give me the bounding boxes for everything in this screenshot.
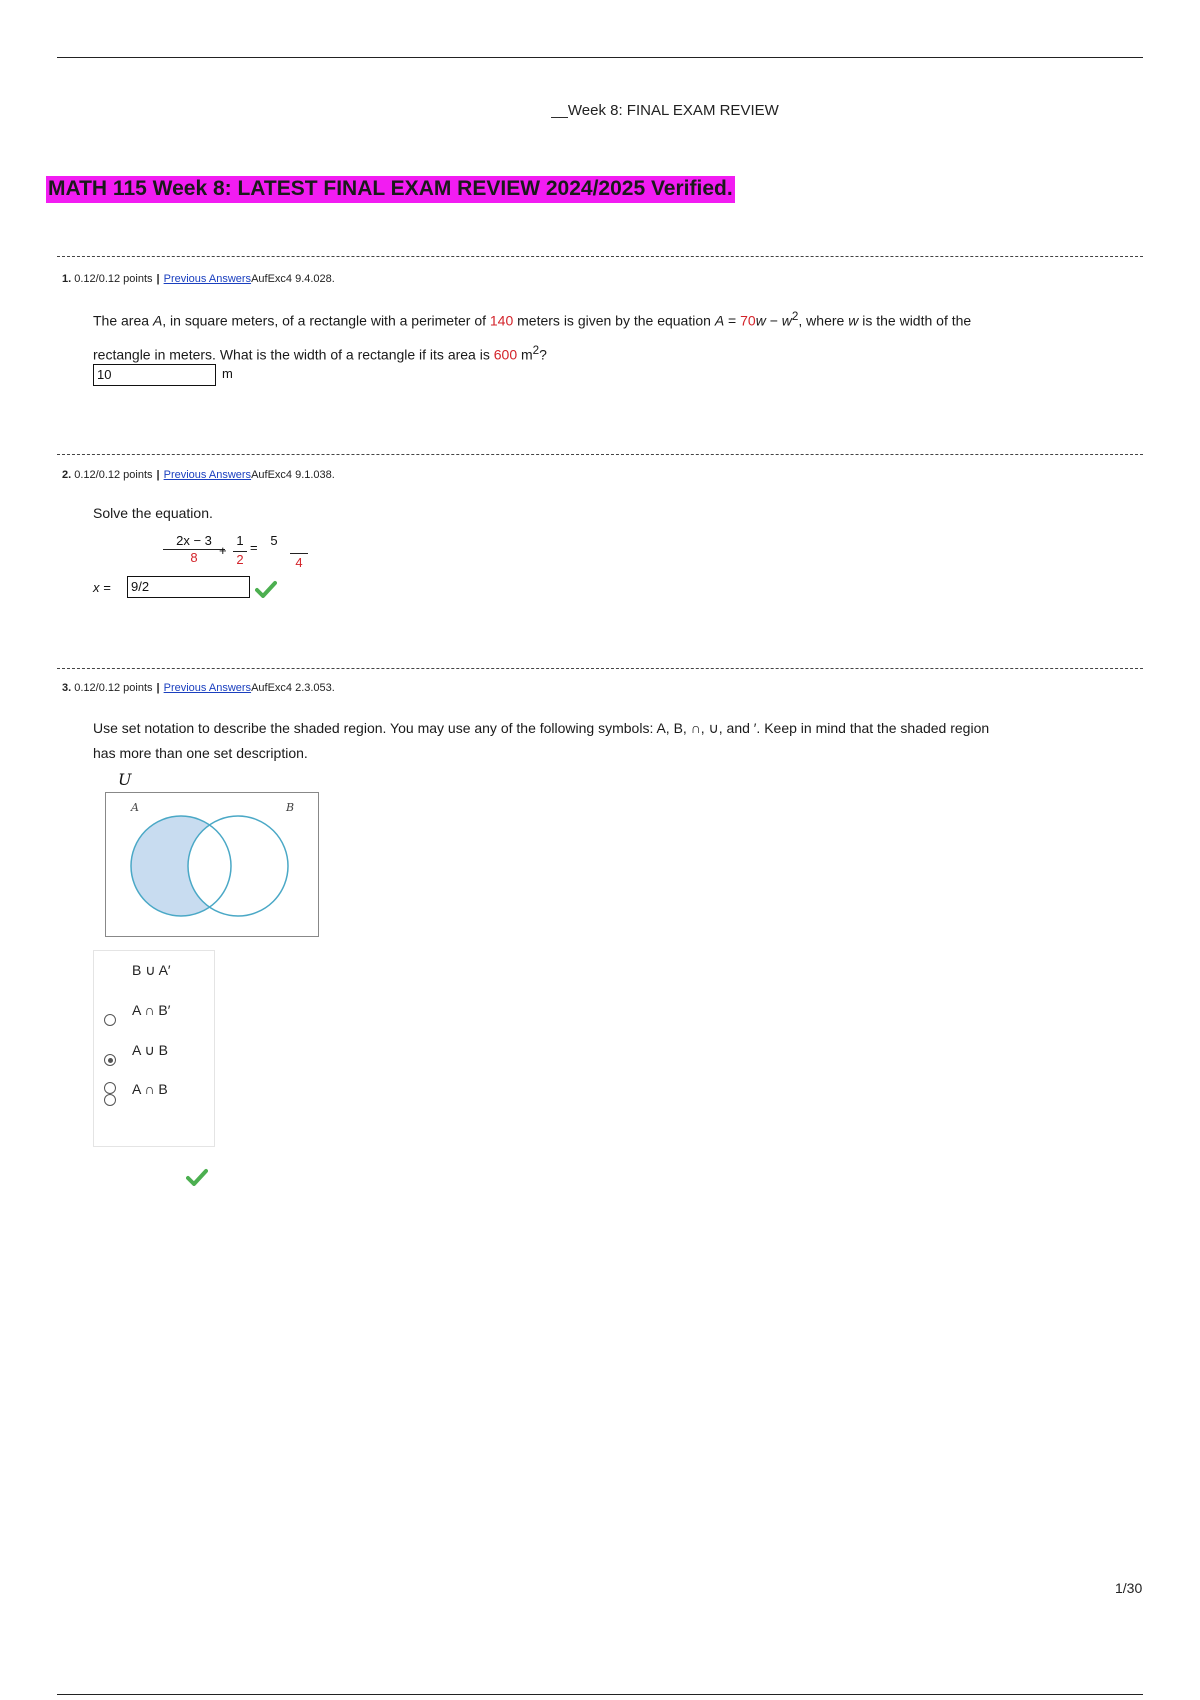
fraction-numerator: 1 — [236, 533, 244, 548]
top-rule — [57, 57, 1143, 58]
points: 0.12/0.12 points — [74, 682, 153, 694]
question-code: AufExc4 9.4.028. — [251, 273, 335, 285]
equation-fraction-2 — [233, 533, 247, 567]
question-3-meta — [62, 682, 335, 694]
question-1-meta — [62, 273, 335, 285]
question-divider — [57, 454, 1143, 455]
question-3-text — [93, 716, 1163, 766]
question-1-line-1: The area A, in square meters, of a rectangle with a perimeter of 140 meters is given by the equation $A = 70w - w^2$, where w is the width of the — [93, 310, 972, 329]
question-3-line-1: Use set notation to describe the shaded region. You may use any of the following symbols: A, B, ∩, ∪, and ′. Keep in mind that the shaded region — [93, 720, 990, 736]
choice-label: A ∩ B — [132, 1081, 168, 1097]
fraction-numerator: 2x − 3 — [163, 533, 225, 550]
previous-answers-link[interactable]: Previous Answers — [163, 682, 252, 694]
meta-separator: | — [156, 273, 160, 285]
choice-radio[interactable] — [104, 1082, 116, 1094]
meta-separator: | — [156, 682, 160, 694]
question-1-text — [93, 302, 1153, 369]
question-number: 3. — [62, 682, 72, 694]
perimeter-value: 140 — [489, 312, 514, 329]
previous-answers-link[interactable]: Previous Answers — [163, 273, 252, 285]
question-code: AufExc4 9.1.038. — [251, 469, 335, 481]
fraction-denominator: 2 — [233, 551, 247, 567]
equation-fraction-3 — [268, 533, 280, 548]
question-number: 1. — [62, 273, 72, 285]
page-header-title: __Week 8: FINAL EXAM REVIEW — [551, 102, 779, 119]
points: 0.12/0.12 points — [74, 469, 153, 481]
choice-label: A ∩ B′ — [132, 1002, 171, 1018]
page-number: 1/30 — [1115, 1580, 1143, 1596]
title-banner: MATH 115 Week 8: LATEST FINAL EXAM REVIEW 2024/2025 Verified. — [46, 176, 735, 203]
choice-radio[interactable] — [104, 1014, 116, 1026]
bottom-rule — [57, 1694, 1143, 1695]
set-b-label: B — [286, 801, 295, 814]
previous-answers-link[interactable]: Previous Answers — [163, 469, 252, 481]
equation-fraction-1 — [163, 533, 225, 565]
area-value: 600 — [493, 346, 518, 363]
choice-radio[interactable] — [104, 1094, 116, 1106]
question-2-meta — [62, 469, 335, 481]
question-3-line-2: has more than one set description. — [93, 745, 308, 761]
answer-unit: m — [222, 366, 233, 381]
question-2-prompt: Solve the equation. — [93, 505, 213, 521]
fraction-denominator: 8 — [190, 550, 198, 565]
venn-diagram — [105, 792, 319, 937]
choice-radio-selected[interactable] — [104, 1054, 116, 1066]
equation-fraction-3-denominator — [290, 553, 308, 570]
fraction-denominator: 4 — [290, 553, 308, 570]
question-code: AufExc4 2.3.053. — [251, 682, 335, 694]
set-a-label: A — [131, 801, 139, 814]
equation-coefficient: 70 — [740, 312, 756, 329]
choice-label: A ∪ B — [132, 1042, 168, 1058]
plus-sign: + — [219, 543, 227, 558]
check-icon — [186, 1168, 208, 1186]
set-b-circle — [188, 816, 288, 916]
question-1-line-2: rectangle in meters. What is the width of a rectangle if its area is 600 $m^2$? — [93, 343, 547, 363]
universe-label: U — [118, 770, 132, 789]
meta-separator: | — [156, 469, 160, 481]
question-divider — [57, 668, 1143, 669]
points: 0.12/0.12 points — [74, 273, 153, 285]
check-icon — [255, 580, 277, 598]
answer-input-q1[interactable]: 10 — [93, 364, 216, 386]
x-label: x = — [93, 580, 111, 595]
fraction-numerator: 5 — [270, 533, 278, 548]
equals-sign: = — [250, 540, 258, 555]
question-number: 2. — [62, 469, 72, 481]
answer-input-q2[interactable]: 9/2 — [127, 576, 250, 598]
choice-label: B ∪ A′ — [132, 962, 171, 978]
question-divider — [57, 256, 1143, 257]
